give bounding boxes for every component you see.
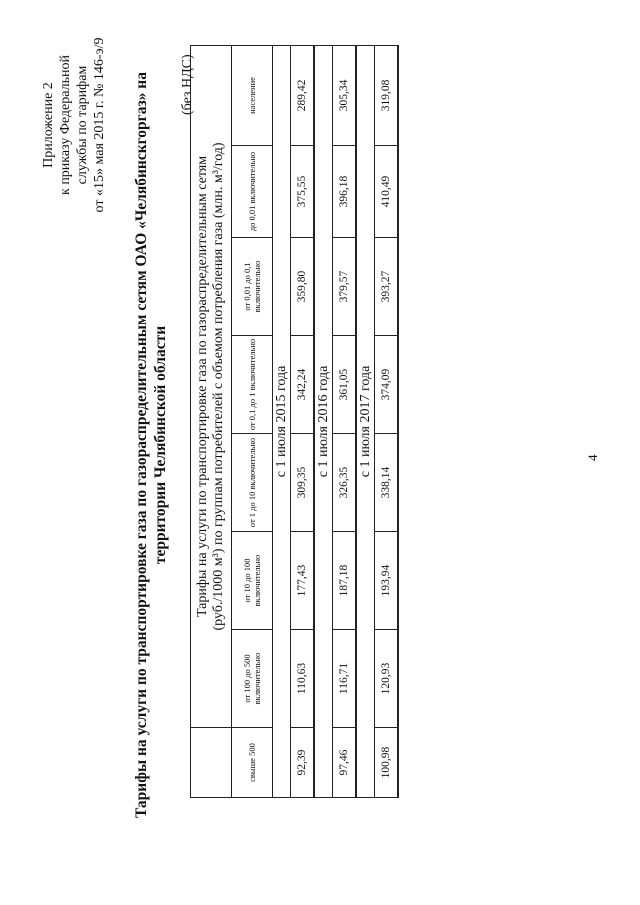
tariff-cell: 305,34 <box>333 45 357 145</box>
table-row <box>291 45 315 797</box>
tariff-cell: 361,05 <box>333 336 357 434</box>
appendix-line: от «15» мая 2015 г. № 146-э/9 <box>92 37 107 213</box>
period-label: с 1 июля 2016 года <box>314 45 333 797</box>
vat-note: (без НДС) <box>180 54 195 115</box>
tariff-cell: 100,98 <box>375 728 399 798</box>
document-title <box>132 55 170 835</box>
tariff-cell: 92,39 <box>291 728 315 798</box>
period-label: с 1 июля 2017 года <box>356 45 375 797</box>
tariff-table <box>190 45 399 798</box>
tariff-cell: 374,09 <box>375 336 399 434</box>
empty-header-cell <box>191 728 232 798</box>
title-line: Тарифы на услуги по транспортировке газа по газораспределительным сетям ОАО «Челябинскгоргаз» на <box>133 72 150 819</box>
column-header: свыше 500 <box>232 728 273 798</box>
tariff-cell: 342,24 <box>291 336 315 434</box>
tariff-cell: 410,49 <box>375 146 399 238</box>
appendix-line: к приказу Федеральной <box>58 55 73 195</box>
tariff-cell: 187,18 <box>333 532 357 630</box>
column-header-row <box>232 45 273 797</box>
tariff-cell: 116,71 <box>333 630 357 728</box>
header-line: (руб./1000 м³) по группам потребителей с объемом потребления газа (млн. м³/год) <box>211 142 226 631</box>
tariff-cell: 379,57 <box>333 238 357 336</box>
title-line: территории Челябинской области <box>152 325 169 565</box>
appendix-block <box>40 25 108 225</box>
period-row <box>356 45 375 797</box>
period-row <box>314 45 333 797</box>
tariff-cell: 396,18 <box>333 146 357 238</box>
column-header: от 1 до 10 включительно <box>232 434 273 532</box>
tariff-cell: 120,93 <box>375 630 399 728</box>
page-number: 4 <box>585 454 600 461</box>
tariff-cell: 338,14 <box>375 434 399 532</box>
column-header: от 0,1 до 1 включительно <box>232 336 273 434</box>
tariff-cell: 393,27 <box>375 238 399 336</box>
appendix-line: службы по тарифам <box>75 65 90 185</box>
column-header: от 0,01 до 0,1 включительно <box>232 238 273 336</box>
tariff-cell: 110,63 <box>291 630 315 728</box>
column-header: население <box>232 45 273 145</box>
table-row <box>375 45 399 797</box>
tariff-cell: 97,46 <box>333 728 357 798</box>
appendix-line: Приложение 2 <box>41 82 56 168</box>
tariff-cell: 375,55 <box>291 146 315 238</box>
table-main-header <box>191 45 232 727</box>
column-header: от 10 до 100 включительно <box>232 532 273 630</box>
tariff-cell: 193,94 <box>375 532 399 630</box>
table-row <box>333 45 357 797</box>
tariff-cell: 326,35 <box>333 434 357 532</box>
period-label: с 1 июля 2015 года <box>273 45 291 797</box>
tariff-cell: 309,35 <box>291 434 315 532</box>
period-row <box>273 45 291 797</box>
column-header: от 100 до 500 включительно <box>232 630 273 728</box>
tariff-cell: 289,42 <box>291 45 315 145</box>
column-header: до 0,01 включительно <box>232 146 273 238</box>
header-line: Тарифы на услуги по транспортировке газа по газораспределительным сетям <box>195 155 210 618</box>
tariff-cell: 177,43 <box>291 532 315 630</box>
tariff-cell: 359,80 <box>291 238 315 336</box>
tariff-cell: 319,08 <box>375 45 399 145</box>
